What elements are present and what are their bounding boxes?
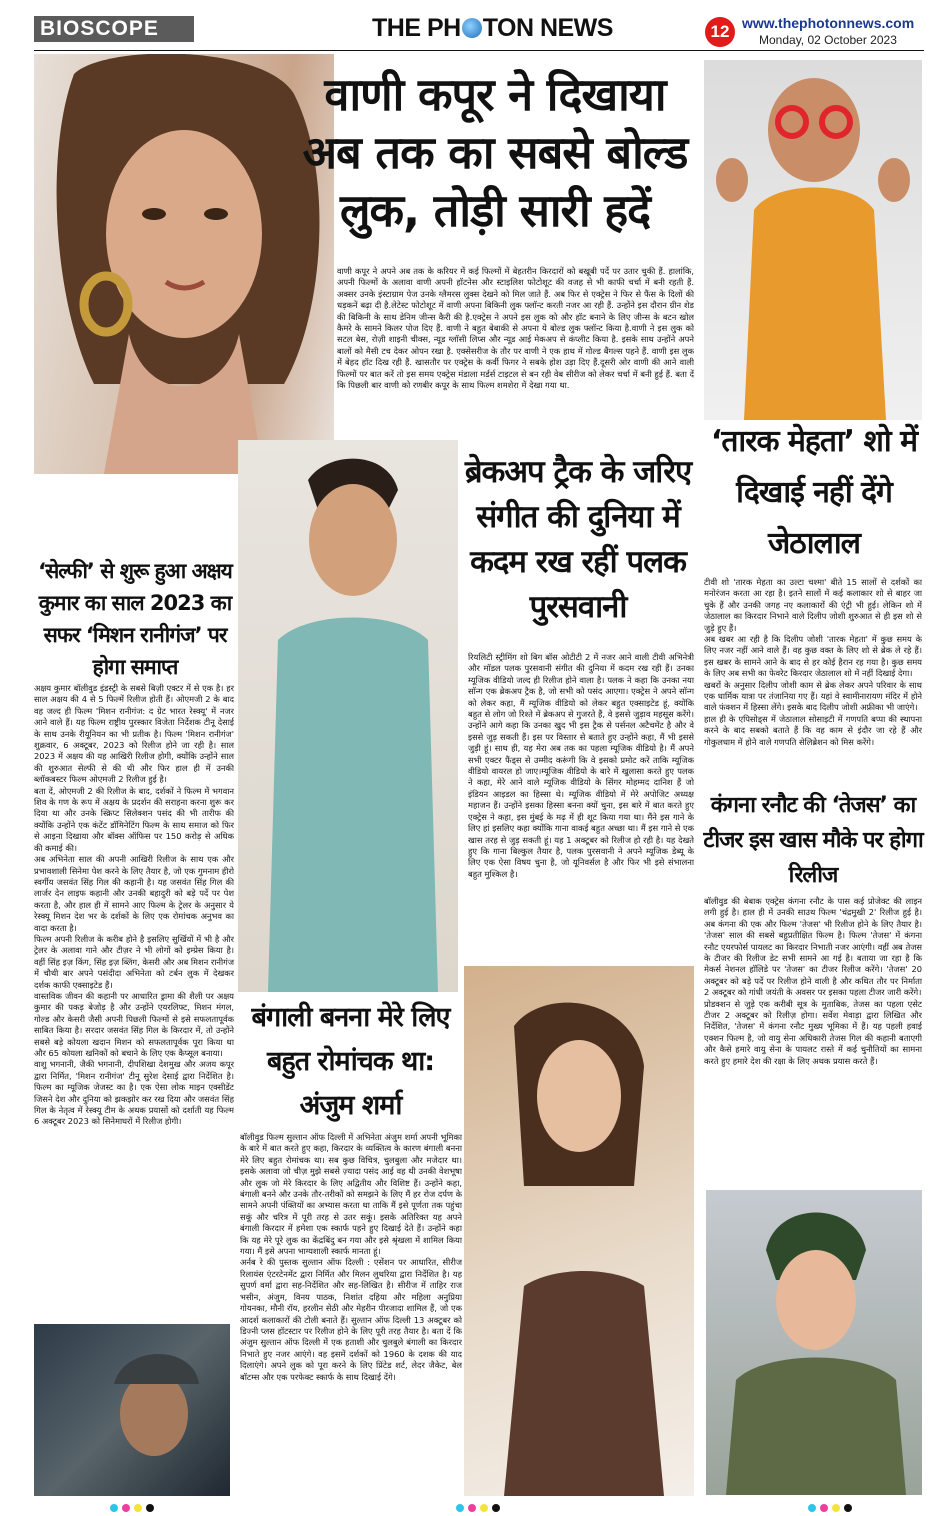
mission-raniganj-photo xyxy=(34,1324,230,1496)
jethalal-photo xyxy=(704,60,922,420)
masthead-left-text: THE PH xyxy=(372,14,461,42)
palak-headline: ब्रेकअप ट्रैक के जरिए संगीत की दुनिया में कदम रख रहीं पलक पुरसवानी xyxy=(464,454,692,625)
kangana-illustration xyxy=(706,1190,922,1495)
akshay-headline: ‘सेल्फी’ से शुरू हुआ अक्षय कुमार का साल 2023 का सफर ‘मिशन रानीगंज’ पर होगा समाप्त xyxy=(38,559,232,679)
man-portrait-illustration xyxy=(238,440,458,992)
masthead-right-text: TON NEWS xyxy=(482,14,613,42)
registration-marks-center xyxy=(456,1504,576,1514)
section-label: BIOSCOPE xyxy=(34,16,194,42)
kangana-headline: कंगना रनौट की ‘तेजस’ का टीजर इस खास मौके पर होगा रिलीज xyxy=(703,793,923,888)
tarak-headline: ‘तारक मेहता’ शो में दिखाई नहीं देंगे जेठालाल xyxy=(710,424,918,561)
akshay-article-body: अक्षय कुमार बॉलीवुड इंडस्ट्री के सबसे बिज़ी एक्टर में से एक है। हर साल अक्षय की 4 से 5 फिल्में रिलीज होती हैं। ओएमजी 2 के बाद वह जल्द ही फिल्म 'मिशन रानीगंज: द ग्रेट भारत रेस्क्यू' में नजर आने वाले हैं। यह फिल्म राष्ट्रीय पुरस्कार विजेता निर्देशक टीनू देसाई के साथ उनके रीयूनियन का भी प्रतीक है। फिल्म 'मिशन रानीगंज' शुक्रवार, 6 अक्टूबर, 2023 को रिलीज होने जा रही है। साल 2023 में अक्षय की यह आखिरी रिलीज होगी, क्योंकि उन्होंने साल की शुरुआत सेल्फी से की थी और फिर हाल ही में उनकी ब्लॉकबस्टर फिल्म ओएमजी 2 रिलीज हुई है। बता दें, ओएमजी 2 की रिलीज के बाद, दर्शकों ने फिल्म में भगवान शिव के गण के रूप में अक्षय के प्रदर्शन की सराहना करना शुरू कर दिया था और उनके स्क्रिप्ट सिलेक्शन पसंद की भी तारीफ की क्योंकि उन्होंने एक कंटेंट डॉमिनेटिंग फिल्म के साथ समाज को फिर से आइना दिखाया और बॉक्स ऑफिस पर 150 करोड़ से अधिक की कमाई की। अब अभिनेता साल की अपनी आखिरी रिलीज के साथ एक और प्रभावशाली सिनेमा पेश करने के लिए तैयार है, जो एक गुमनाम हीरो स्वर्गीय जसवंत सिंह गिल की कहानी है। यह जसवंत सिंह गिल की लार्जर देन लाइफ कहानी और उनकी बहादुरी को बड़े पर्दे पर पेश करता है, और हाल ही में सामने आए फिल्म के ट्रेलर के अनुसार ये रेस्क्यू मिशन देश भर के दर्शकों के लिए एक रोमांचक अनुभव का वादा करता है। फिल्म अपनी रिलीज के करीब होने है इसलिए सुर्खियों में भी है और ट्रेलर के अलावा गाने और टीज़र ने भी लोगों को इम्प्रेस किया है। वहीं सिंह इज़ किंग, सिंह इज़ ब्लिंग, केसरी और अब मिशन रानीगंज में चौथी बार अपने पसंदीदा अभिनेता को टर्बन लुक में देखकर दर्शक काफी एक्साइटेड हैं। वास्तविक जीवन की कहानी पर आधारित ड्रामा की शैली पर अक्षय कुमार की पकड़ बेजोड़ है और उन्होंने एयरलिफ्ट, मिशन मंगल, गोल्ड और केसरी जैसी अपनी पिछली फिल्मों से इसे सफलतापूर्वक साबित किया है। सरदार जसवंत सिंह गिल के किरदार में, तो उन्होंने सबसे बड़े कोयला खदान मिशन को सफलतापूर्वक पूरा किया था और 65 कोयला खनिकों को बचाने के लिए एक कैप्सूल बनाया। वाशु भगनानी, जैकी भगनानी, दीपशिखा देशमुख और अजय कपूर द्वारा निर्मित, 'मिशन रानीगंज' टीनू सुरेश देसाई द्वारा निर्देशित है। फिल्म का म्यूजिक जेजस्ट का है। एक ऐसा लोक माइन एक्सीडेंट जिसने देश और दुनिया को झकझोर कर रख दिया और जसवंत सिंह गिल के नेतृत्व में रेस्क्यू टीम के अथक प्रयासों को दर्शाती यह फिल्म 6 अक्टूबर 2023 को सिनेमाघरों में रिलीज होगी। xyxy=(34,683,234,1127)
globe-icon xyxy=(462,18,482,38)
anjum-article-body: बॉलीवुड फिल्म सुल्तान ऑफ दिल्ली में अभिनेता अंजुम शर्मा अपनी भूमिका के बारे में बात करते हुए कहा, किरदार के व्यक्तित्व के कारण बंगाली बनना मेरे लिए बहुत रोमांचक था। सब कुछ विचित्र, चुलबुला और मजेदार था। इसके अलावा जो चीज़ मुझे सबसे ज़्यादा पसंद आई वह थी उनकी वेशभूषा और लुक जो मेरे किरदार के लिए अद्वितीय और विशिष्ट हैं। उन्होंने कहा, बंगाली बनने और उनके तौर-तरीकों को समझने के लिए मैं हर रोज दर्पण के सामने अपनी पंक्तियों का अभ्यास करता था ताकि मैं इसे पूर्णता तक पहुंचा सकूं और चरित्र में पूरी तरह से उतर सकूं। इसके अतिरिक्त यह अपने बंगाली किरदार में हमेशा एक स्कार्फ पहने हुए दिखाई देते हैं। उन्होंने कहा कि यह मेरे पूरे लुक का केंद्रबिंदु बन गया और इसे श्रृंखला में शामिल किया गया। मैं इसे अपना भाग्यशाली स्कार्फ मानता हूं। अर्नब रे की पुस्तक सुल्तान ऑफ दिल्ली : एसेंशन पर आधारित, सीरीज रिलायंस एंटरटेनमेंट द्वारा निर्मित और मिलन लुथरिया द्वारा निर्देशित है। यह सुपर्ण वर्मा द्वारा सह-निर्देशित और सह-लिखित है। सीरीज में ताहिर राज भसीन, अंजुम, विनय पाठक, निशांत दहिया और महिला अनुप्रिया गोयनका, मौनी रॉय, हरलीन सेठी और मेहरीन पीरजादा शामिल हैं, जो एक आदर्श कलाकारों की टोली बनाते हैं। सुल्तान ऑफ दिल्ली 13 अक्टूबर को डिज्नी प्लस हॉटस्टार पर रिलीज होने के लिए पूरी तरह तैयार है। बता दें कि अंजुम सुल्तान ऑफ दिल्ली में एक हताशी और चुलबुले बंगाली का किरदार निभाते हुए नजर आएंगे। वह इसमें दर्शकों को 1960 के दशक की याद दिलाएंगे। अपने लुक को पूरा करने के लिए प्रिंटेड शर्ट, लेदर जैकेट, बेल बॉटम्स और एक परफेक्ट स्कार्फ के साथ दिखाई देंगे। xyxy=(240,1132,462,1382)
tarak-article-body: टीवी शो 'तारक मेहता का उल्टा चश्मा' बीते 15 सालों से दर्शकों का मनोरंजन करता आ रहा है। इतने सालों में कई कलाकार शो से बाहर जा चुके हैं और उनकी जगह नए कलाकारों की एंट्री भी हुई। लेकिन शो में जेठालाल का किरदार निभाने वाले दिलीप जोशी शुरुआत से ही इस शो से जुड़े हुए हैं। अब खबर आ रही है कि दिलीप जोशी 'तारक मेहता' में कुछ समय के लिए नजर नहीं आने वाले हैं। वह कुछ वक्त के लिए शो से ब्रेक ले रहे हैं। इस खबर के सामने आने के बाद से हर कोई हैरान रह गया है। कुछ समय के लिए अब सभी का फेवरेट किरदार जेठालाल शो में नहीं दिखाई देगा। खबरों के अनुसार दिलीप जोशी काम से ब्रेक लेकर अपने परिवार के साथ एक धार्मिक यात्रा पर तंजानिया गए हैं। यहां वे स्वामीनारायण मंदिर में होने वाले फंक्शन में हिस्सा लेंगे। इसके बाद दिलीप जोशी अफ्रीका भी जाएंगे। हाल ही के एपिसोड्स में जेठालाल सोसाइटी में गणपति बप्पा की स्थापना करने के बाद सबको बताते हैं कि वह काम से इंदौर जा रहे हैं और गोकुलधाम में होने वाले गणपति सेलिब्रेशन को मिस करेंगे। xyxy=(704,577,922,747)
jethalal-illustration xyxy=(704,60,922,420)
header-divider xyxy=(34,50,924,51)
vani-kapoor-photo xyxy=(34,54,334,474)
registration-marks-right xyxy=(808,1504,928,1514)
woman-portrait-illustration xyxy=(464,966,694,1496)
publication-date: Monday, 02 October 2023 xyxy=(759,33,897,47)
vani-article-body: वाणी कपूर ने अपने अब तक के करियर में कई फिल्मों में बेहतरीन किरदारों को बखूबी पर्दे पर उतार चुकी हैं. हालांकि, अपनी फिल्मों के अलावा वाणी अपनी हॉटनेस और स्टाइलिश फोटोशूट की वजह से भी काफी चर्चा में बनी रहती हैं. अक्सर उनके इंस्टाग्राम पेज उनके ग्लैमरस लुक्स देखने को मिल जाते हैं. अब फिर से एक्ट्रेस ने फिर से फैंस के दिलों की धड़कनें बढ़ा दी है.लेटेस्ट फोटोशूट में वाणी अपना बिकिनी लुक फ्लॉन्ट करती नजर आ रही हैं. उन्होंने इस दौरान ग्रीन शेड की बिकिनी के साथ डेनिम जीन्स कैरी की है.एक्ट्रेस ने अपने इस लुक को और हॉट बनाने के लिए जीन्स के बटन खोल कैमरे के सामने किलर पोज दिए हैं. वाणी ने बहुत बेबाकी से अपना ये बोल्ड लुक फ्लॉन्ट किया है.वाणी ने इस लुक को सटल बेस, रोज़ी शाइनी चीक्स, न्यूड ग्लॉसी लिप्स और न्यूड आई मेकअप से कंप्लीट किया है. इसके साथ उन्होंने अपने बालों को मैसी टच देकर ओपन रखा है. एक्सेसरीज के तौर पर वाणी ने एक हाथ में गोल्ड बैंगल्स पहने हैं. वाणी इस लुक में बेहद हॉट दिख रही हैं. खासतौर पर एक्ट्रेस के कर्वी फिगर ने सबके होश उड़ा दिए हैं.दूसरी ओर वाणी की आने वाली फिल्मों पर बात करें तो इस समय एक्ट्रेस मंडाला मर्डर्स टाइटल से बन रही वेब सीरीज को लेकर चर्चा में बनी हुई हैं. बता दें कि पिछली बार वाणी को रणबीर कपूर के साथ फिल्म शमशेरा में देखा गया था. xyxy=(337,266,694,391)
palak-portrait-photo xyxy=(238,440,458,992)
palak-article-body: रियलिटी स्ट्रीमिंग शो बिग बॉस ओटीटी 2 में नजर आने वाली टीवी अभिनेत्री और मॉडल पलक पुरसवानी संगीत की दुनिया में कदम रख रही हैं। उनका म्यूजिक वीडियो जल्द ही रिलीज होने वाला है। पलक ने कहा कि उनका नया सॉन्ग एक ब्रेकअप ट्रैक है, जो सभी को पसंद आएगा। एक्ट्रेस ने अपने सॉन्ग को लेकर कहा, मैं म्यूजिक वीडियो को लेकर बहुत एक्साइटेड हूं, क्योंकि बहुत से लोग जो रिश्ते में ब्रेकअप से गुजरते हैं, वे इससे जुड़ाव महसूस करेंगे। उन्होंने आगे कहा कि उनका खुद भी इस ट्रैक से पर्सनल अटैचमेंट है और वे इससे जुड़ सकती हैं। इस पर विस्तार से बताते हुए उन्होंने कहा, मैं भी इससे जुड़ी हूं। साथ ही, यह मेरा अब तक का पहला म्यूजिक वीडियो है। मैं अपने सभी एक्टर फैंड्स से उम्मीद करूंगी कि वे इसको प्रमोट करें ताकि म्यूजिक वीडियो वायरल हो जाए।म्यूजिक वीडियो के बारे में खुलासा करते हुए पलक ने कहा, मेरे आने वाले म्यूजिक वीडियो के सिंगर मोहम्मद दानिश हैं जो इंडियन आइडल का हिस्सा थे। म्यूजिक वीडियो में मेरे अपोजिट अध्यक्ष महाजन हैं। उन्होंने इसका हिस्सा बनना क्यों चुना, इस बारे में बात करते हुए एक्ट्रेस ने कहा, इस मुंबई के मढ़ में ही शूट किया गया था। मैंने इस गाने के लिए हां इसलिए कहा क्योंकि गाना वाकई बहुत अच्छा था। मैं इस गाने से एक खास तरह से जुड़ सकती हूं। यह 1 अक्टूबर को रिलीज हो रही है। यह देखते हुए कि गाना बिल्कुल तैयार है, पलक पुरसवानी ने अपने म्यूजिक डेब्यू के लिए एक ऐसा विषय चुना है, जो यूनिवर्सल है और फिर भी इसे संभालना बहुत मुश्किल है। xyxy=(468,652,694,879)
portrait-illustration xyxy=(34,54,334,474)
registration-marks-left xyxy=(110,1504,230,1514)
movie-still-illustration xyxy=(34,1324,230,1496)
anjum-headline: बंगाली बनना मेरे लिए बहुत रोमांचक था: अंजुम शर्मा xyxy=(251,1002,450,1121)
site-url[interactable]: www.thephotonnews.com xyxy=(742,15,915,31)
vani-headline: वाणी कपूर ने दिखाया अब तक का सबसे बोल्ड लुक, तोड़ी सारी हदें xyxy=(302,68,688,237)
kangana-photo xyxy=(706,1190,922,1495)
page-number-badge: 12 xyxy=(705,17,735,47)
masthead xyxy=(372,14,613,43)
kangana-article-body: बॉलीवुड की बेबाक एक्ट्रेस कंगना रनौट के पास कई प्रोजेक्ट की लाइन लगी हुई है। हाल ही में उनकी साउथ फिल्म 'चंद्रमुखी 2' रिलीज हुई है। अब कंगना की एक और फिल्म 'तेजस' भी रिलीज होने के लिए तैयार है। 'तेजस' साल की सबसे बहुप्रतीक्षित फिल्म है। फिल्म 'तेजस' में कंगना रनौट एयरफोर्स पायलट का किरदार निभाती नजर आएंगी। वहीं अब तेजस के टीजर की रिलीज डेट सभी सामने आ गई है। बताया जा रहा है कि मेकर्स नेशनल हॉलिडे पर 'तेजस' का टीजर रिलीज करेंगे। 'तेजस' 20 अक्टूबर को बड़े पर्दे पर रिलीज होने वाली है और कथित तौर पर निर्माता 2 अक्टूबर को गांधी जयंती के अवसर पर इसका पहला टीजर जारी करेंगे। प्रोडक्शन से जुड़े एक करीबी सूत्र के मुताबिक, तेजस का पहला एसेट टीजर 2 अक्टूबर को रिलीज़ होगा। सर्वेश मेवाड़ा द्वारा लिखित और निर्देशित, 'तेजस' में कंगना रनौट मुख्य भूमिका में हैं। यह पहली हवाई एक्शन फिल्म है, जो वायु सेना अधिकारी तेजस गिल की कहानी बताएगी और कैसे हमारे वायु सेना के पायलट रास्ते में कई चुनौतियों का सामना करते हुए हमारे देश की रक्षा के लिए अथक प्रयास करते हैं। xyxy=(704,896,922,1066)
palak-photo xyxy=(464,966,694,1496)
